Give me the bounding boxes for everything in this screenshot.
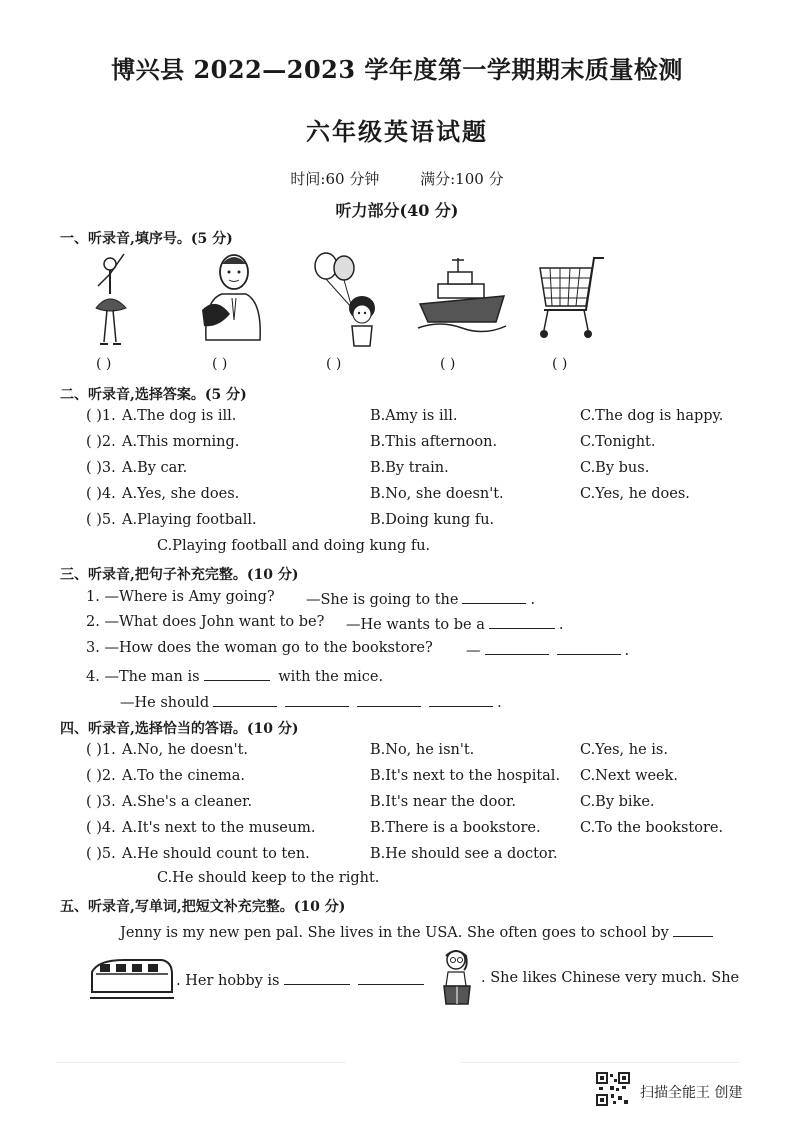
option-b: B.No, he isn't. bbox=[370, 742, 475, 758]
question-text: 2. —What does John want to be? bbox=[86, 614, 325, 630]
section2-heading: 二、听录音,选择答案。(5 分) bbox=[60, 387, 247, 403]
blank[interactable] bbox=[284, 970, 350, 985]
picture-answer-1[interactable]: ( ) bbox=[96, 356, 112, 372]
section2-question-5 bbox=[0, 512, 794, 534]
section4-question-3 bbox=[0, 794, 794, 816]
divider bbox=[56, 1062, 346, 1063]
section3-line-2 bbox=[86, 614, 324, 630]
option-a: A.To the cinema. bbox=[122, 768, 246, 784]
section4-question-5 bbox=[0, 846, 794, 868]
question-text: 4. —The man is bbox=[86, 669, 200, 685]
option-b: B.There is a bookstore. bbox=[370, 820, 541, 836]
section1-pictures bbox=[0, 250, 794, 380]
option-a: A.By car. bbox=[122, 460, 188, 476]
option-b: B.It's near the door. bbox=[370, 794, 517, 810]
exam-title: 博兴县 2022—2023 学年度第一学期期末质量检测 bbox=[111, 55, 683, 84]
train-icon bbox=[88, 952, 174, 1004]
answer-text: —He should bbox=[120, 695, 210, 711]
picture-answer-4[interactable]: ( ) bbox=[440, 356, 456, 372]
section4-question-5-option-c bbox=[0, 870, 794, 892]
section3-line-4 bbox=[86, 666, 383, 685]
option-b: B.He should see a doctor. bbox=[370, 846, 558, 862]
section3-line-1-answer bbox=[306, 589, 535, 608]
option-c: C.Playing football and doing kung fu. bbox=[157, 538, 431, 554]
period: . bbox=[497, 695, 502, 711]
exam-time: 时间:60 分钟 bbox=[290, 170, 380, 188]
section2-question-1 bbox=[0, 408, 794, 430]
section3-line-2-answer bbox=[346, 614, 564, 633]
option-a: A.Yes, she does. bbox=[122, 486, 240, 502]
section5-paragraph-line-2-tail bbox=[481, 970, 739, 986]
girl-reading-icon bbox=[434, 946, 480, 1010]
answer-text: —He wants to be a bbox=[346, 617, 485, 633]
option-b: B.This afternoon. bbox=[370, 434, 498, 450]
option-a: A.It's next to the museum. bbox=[122, 820, 316, 836]
listening-part-heading: 听力部分(40 分) bbox=[335, 201, 459, 220]
exam-score: 满分:100 分 bbox=[420, 170, 504, 188]
blank[interactable] bbox=[462, 589, 526, 604]
passage-text: . Her hobby is bbox=[176, 973, 280, 989]
blank[interactable] bbox=[557, 640, 621, 655]
answer-paren[interactable]: ( )3. bbox=[86, 794, 116, 810]
option-b: B.No, she doesn't. bbox=[370, 486, 504, 502]
question-text-tail: with the mice. bbox=[278, 669, 384, 685]
answer-paren[interactable]: ( )4. bbox=[86, 820, 116, 836]
qr-code-icon bbox=[596, 1072, 630, 1106]
section3-line-3 bbox=[86, 640, 433, 656]
section3-line-3-answer bbox=[466, 640, 629, 659]
section3-line-5 bbox=[120, 692, 502, 711]
section1-heading: 一、听录音,填序号。(5 分) bbox=[60, 231, 233, 247]
option-c: C.He should keep to the right. bbox=[157, 870, 380, 886]
exam-meta bbox=[0, 168, 794, 189]
section5-paragraph-line-1 bbox=[120, 922, 717, 941]
question-text: 3. —How does the woman go to the bookstore? bbox=[86, 640, 433, 656]
blank[interactable] bbox=[358, 970, 424, 985]
passage-text: Jenny is my new pen pal. She lives in the USA. She often goes to school by bbox=[120, 925, 669, 941]
section4-question-2 bbox=[0, 768, 794, 790]
blank[interactable] bbox=[485, 640, 549, 655]
option-c: C.Yes, he is. bbox=[580, 742, 668, 758]
answer-paren[interactable]: ( )2. bbox=[86, 434, 116, 450]
period: . bbox=[624, 643, 630, 659]
section2-question-3 bbox=[0, 460, 794, 482]
shopping-cart-icon bbox=[534, 250, 610, 344]
section4-question-1 bbox=[0, 742, 794, 764]
blank[interactable] bbox=[213, 692, 277, 707]
picture-answer-3[interactable]: ( ) bbox=[326, 356, 342, 372]
section5-heading: 五、听录音,写单词,把短文补充完整。(10 分) bbox=[60, 899, 346, 915]
option-c: C.By bus. bbox=[580, 460, 650, 476]
option-c: C.Next week. bbox=[580, 768, 679, 784]
divider bbox=[460, 1062, 740, 1063]
answer-paren[interactable]: ( )1. bbox=[86, 408, 116, 424]
answer-paren[interactable]: ( )5. bbox=[86, 846, 116, 862]
answer-paren[interactable]: ( )1. bbox=[86, 742, 116, 758]
period: . bbox=[558, 617, 564, 633]
option-a: A.He should count to ten. bbox=[122, 846, 310, 862]
option-a: A.No, he doesn't. bbox=[122, 742, 249, 758]
option-c: C.To the bookstore. bbox=[580, 820, 724, 836]
answer-paren[interactable]: ( )4. bbox=[86, 486, 116, 502]
option-c: C.By bike. bbox=[580, 794, 655, 810]
section2-question-5-option-c bbox=[0, 538, 794, 560]
scanner-watermark: 扫描全能王 创建 bbox=[640, 1085, 743, 1101]
section5-paragraph-line-2 bbox=[176, 970, 428, 989]
option-a: A.This morning. bbox=[122, 434, 240, 450]
section4-question-4 bbox=[0, 820, 794, 842]
section4-heading: 四、听录音,选择恰当的答语。(10 分) bbox=[60, 721, 299, 737]
option-a: A.The dog is ill. bbox=[122, 408, 237, 424]
picture-answer-2[interactable]: ( ) bbox=[212, 356, 228, 372]
option-b: B.Doing kung fu. bbox=[370, 512, 495, 528]
answer-text: —She is going to the bbox=[306, 592, 459, 608]
picture-answer-5[interactable]: ( ) bbox=[552, 356, 568, 372]
girl-balloons-icon bbox=[312, 250, 382, 350]
section3-line-1 bbox=[86, 589, 275, 605]
section2-question-4 bbox=[0, 486, 794, 508]
blank[interactable] bbox=[285, 692, 349, 707]
ship-icon bbox=[416, 250, 508, 336]
option-c: C.Tonight. bbox=[580, 434, 656, 450]
period: . bbox=[530, 592, 536, 608]
option-c: C.Yes, he does. bbox=[580, 486, 690, 502]
old-man-icon bbox=[196, 250, 268, 350]
exam-subtitle: 六年级英语试题 bbox=[306, 117, 488, 146]
option-b: B.It's next to the hospital. bbox=[370, 768, 561, 784]
blank[interactable] bbox=[489, 614, 555, 629]
blank[interactable] bbox=[673, 922, 713, 937]
blank[interactable] bbox=[357, 692, 421, 707]
option-a: A.Playing football. bbox=[122, 512, 257, 528]
answer-paren[interactable]: ( )2. bbox=[86, 768, 116, 784]
passage-text: . She likes Chinese very much. She bbox=[481, 970, 740, 986]
option-b: B.Amy is ill. bbox=[370, 408, 458, 424]
option-a: A.She's a cleaner. bbox=[122, 794, 253, 810]
section3-heading: 三、听录音,把句子补充完整。(10 分) bbox=[60, 567, 299, 583]
answer-paren[interactable]: ( )3. bbox=[86, 460, 116, 476]
question-text: 1. —Where is Amy going? bbox=[86, 589, 275, 605]
section2-question-2 bbox=[0, 434, 794, 456]
blank[interactable] bbox=[204, 666, 270, 681]
option-c: C.The dog is happy. bbox=[580, 408, 724, 424]
option-b: B.By train. bbox=[370, 460, 449, 476]
ballerina-icon bbox=[88, 250, 138, 350]
answer-dash: — bbox=[466, 643, 481, 659]
blank[interactable] bbox=[429, 692, 493, 707]
answer-paren[interactable]: ( )5. bbox=[86, 512, 116, 528]
